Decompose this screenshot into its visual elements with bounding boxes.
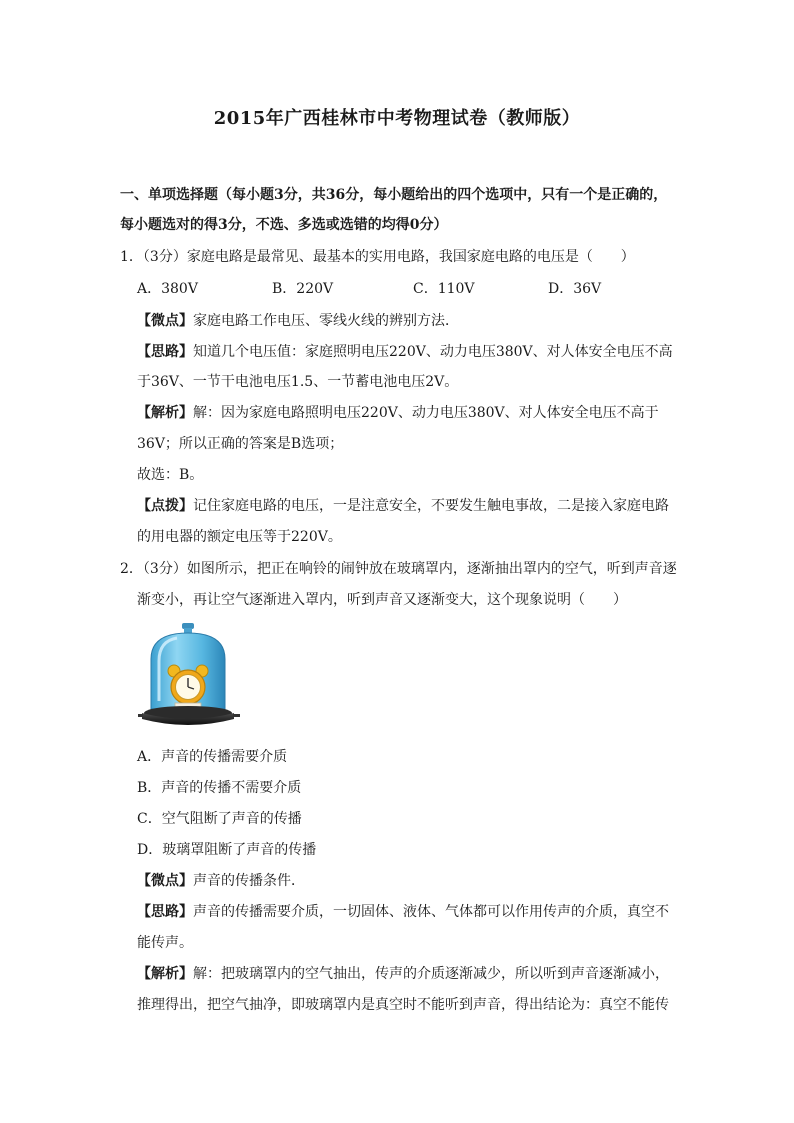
question-1-option-a: A．380V: [137, 281, 198, 297]
weidian-text: 声音的传播条件．: [193, 873, 305, 889]
jiexi-tag: 【解析】: [137, 966, 193, 982]
question-2-option-d: D．玻璃罩阻断了声音的传播: [137, 842, 317, 858]
question-1-jiexi-line-1: [137, 403, 659, 423]
jiexi-tag: 【解析】: [137, 405, 193, 421]
jiexi-text-1: 解：因为家庭电路照明电压220V、动力电压380V、对人体安全电压不高于: [193, 405, 659, 421]
silu-text-1: 声音的传播需要介质，一切固体、液体、气体都可以作用传声的介质，真空不: [193, 904, 669, 920]
question-2-option-a: A．声音的传播需要介质: [137, 749, 288, 765]
question-2-option-c: C．空气阻断了声音的传播: [137, 811, 302, 827]
dianbo-tag: 【点拨】: [137, 498, 193, 514]
question-1-silu-line-2: 于36V、一节干电池电压1.5、一节蓄电池电压2V。: [137, 374, 459, 390]
question-2-jiexi-line-1: [137, 964, 669, 984]
question-2-stem-line-2: 渐变小，再让空气逐渐进入罩内，听到声音又逐渐变大，这个现象说明（ ）: [137, 592, 627, 608]
section-heading-line-2: 每小题选对的得3分，不选、多选或选错的均得0分）: [120, 217, 448, 233]
bell-jar-alarm-clock-figure: [137, 621, 241, 733]
weidian-text: 家庭电路工作电压、零线火线的辨别方法．: [193, 313, 459, 329]
question-2-silu-line-1: [137, 902, 669, 922]
question-2-silu-line-2: 能传声。: [137, 935, 193, 951]
question-1-option-b: B．220V: [272, 281, 334, 297]
jiexi-text-1: 解：把玻璃罩内的空气抽出，传声的介质逐渐减少，所以听到声音逐渐减小，: [193, 966, 669, 982]
page-title: 2015年广西桂林市中考物理试卷（教师版）: [213, 108, 581, 129]
question-1-answer: 故选：B。: [137, 467, 204, 483]
question-1-stem: 1．（3分）家庭电路是最常见、最基本的实用电路，我国家庭电路的电压是（ ）: [120, 249, 635, 265]
weidian-tag: 【微点】: [137, 873, 193, 889]
silu-tag: 【思路】: [137, 904, 193, 920]
dianbo-text-1: 记住家庭电路的电压，一是注意安全，不要发生触电事故，二是接入家庭电路: [193, 498, 669, 514]
question-1-dianbo-line-1: [137, 496, 669, 516]
question-2-stem-line-1: 2．（3分）如图所示，把正在响铃的闹钟放在玻璃罩内，逐渐抽出罩内的空气，听到声音逐: [120, 561, 677, 577]
question-1-jiexi-line-2: 36V；所以正确的答案是B选项；: [137, 436, 344, 452]
question-1-weidian: [137, 311, 459, 331]
section-heading-line-1: 一、单项选择题（每小题3分，共36分，每小题给出的四个选项中，只有一个是正确的，: [120, 187, 668, 203]
question-2-weidian: [137, 871, 305, 891]
question-1-option-c: C．110V: [413, 281, 475, 297]
weidian-tag: 【微点】: [137, 313, 193, 329]
question-2-option-b: B．声音的传播不需要介质: [137, 780, 302, 796]
question-2-jiexi-line-2: 推理得出，把空气抽净，即玻璃罩内是真空时不能听到声音，得出结论为：真空不能传: [137, 997, 669, 1013]
silu-tag: 【思路】: [137, 344, 193, 360]
question-1-option-d: D．36V: [548, 281, 602, 297]
question-1-dianbo-line-2: 的用电器的额定电压等于220V。: [137, 529, 342, 545]
question-1-silu-line-1: [137, 342, 673, 362]
silu-text-1: 知道几个电压值：家庭照明电压220V、动力电压380V、对人体安全电压不高: [193, 344, 673, 360]
